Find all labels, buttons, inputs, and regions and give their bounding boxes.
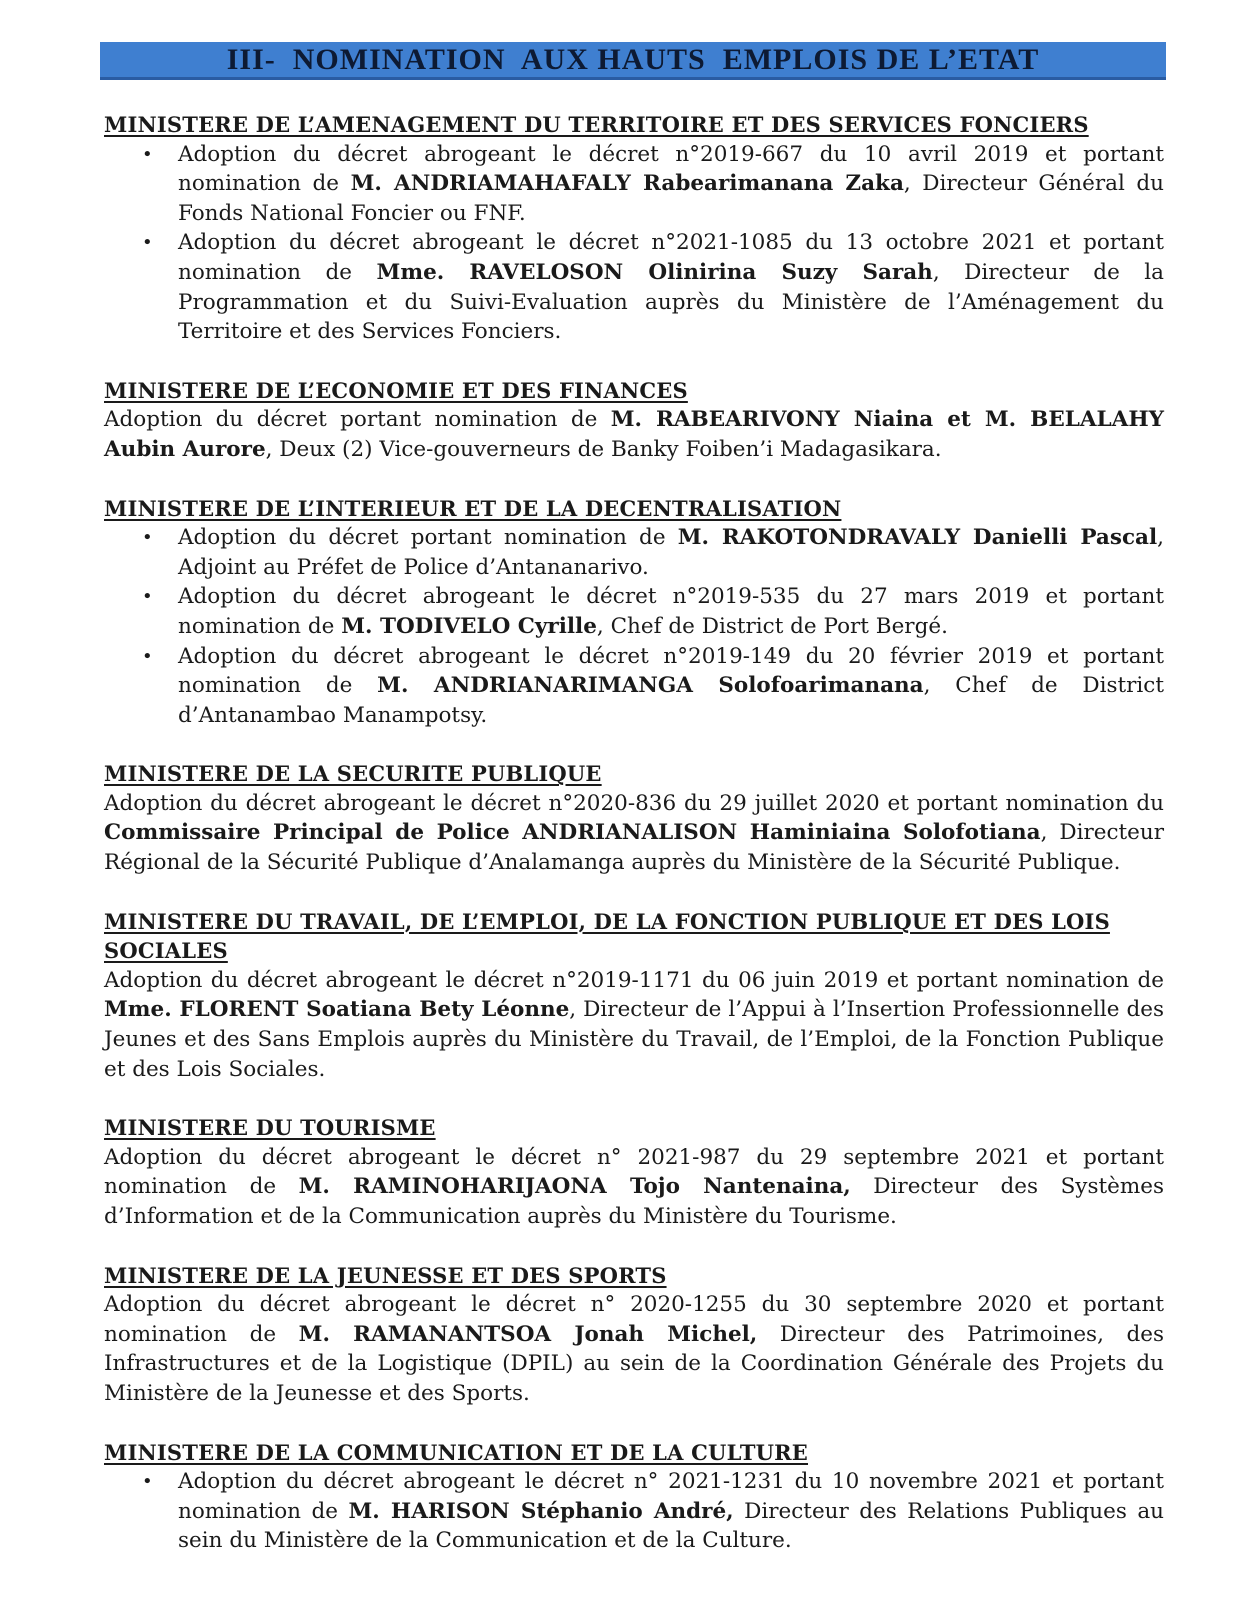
ministry-section — [104, 907, 1164, 1085]
appointee-name: M. RAMANANTSOA Jonah Michel, — [298, 1321, 758, 1347]
appointee-name: M. ANDRIAMAHAFALY Rabearimanana Zaka — [350, 171, 904, 197]
document-body — [104, 110, 1164, 1585]
decree-text: Adoption du décret abrogeant le décret n°2021-1085 du 13 octobre 2021 et portant nomination de — [178, 230, 1164, 285]
decree-role: Directeur des Patrimoines, des Infrastructures et de la Logistique (DPIL) au sein de la Coordination Générale des Projets du Ministère de la Jeunesse et des Sports. — [104, 1321, 1164, 1406]
decree-text: Adoption du décret abrogeant le décret n°2019-149 du 20 février 2019 et portant nomination de — [178, 643, 1164, 699]
ministry-heading: MINISTERE DE LA SECURITE PUBLIQUE — [104, 761, 602, 787]
decree-text: Adoption du décret abrogeant le décret n°2019-535 du 27 mars 2019 et portant nomination de — [178, 584, 1164, 639]
ministry-heading: MINISTERE DE L’INTERIEUR ET DE LA DECENTRALISATION — [104, 495, 842, 521]
list-item — [104, 523, 1164, 582]
decree-role: , Chef de District de Port Bergé. — [596, 613, 948, 639]
decree-text: Adoption du décret abrogeant le décret n° 2021-987 du 29 septembre 2021 et portant nomination de — [104, 1144, 1164, 1200]
decree-role: , Directeur Régional de la Sécurité Publique d’Analamanga auprès du Ministère de la Sécurité Publique. — [104, 820, 1164, 876]
ministry-section — [104, 376, 1164, 465]
list-item — [104, 228, 1164, 346]
decree-role: Directeur des Systèmes d’Information et de la Communication auprès du Ministère du Tourisme. — [104, 1174, 1164, 1229]
list-item — [104, 140, 1164, 229]
appointee-name: M. HARISON Stéphanio André, — [348, 1498, 734, 1524]
list-item — [104, 1467, 1164, 1556]
decree-text: Adoption du décret abrogeant le décret n° 2020-1255 du 30 septembre 2020 et portant nomination de — [104, 1292, 1164, 1347]
bullet-icon: • — [142, 527, 153, 549]
ministry-section — [104, 1261, 1164, 1409]
list-item — [104, 642, 1164, 731]
bullet-icon: • — [142, 232, 153, 254]
decree-list — [104, 1467, 1164, 1556]
appointee-name: M. RAMINOHARIJAONA Tojo Nantenaina, — [298, 1174, 851, 1200]
ministry-heading: MINISTERE DE LA COMMUNICATION ET DE LA CULTURE — [104, 1439, 809, 1465]
decree-role: , Directeur de l’Appui à l’Insertion Professionnelle des Jeunes et des Sans Emplois auprès du Ministère du Travail, de l’Emploi, de la Fonction Publique et des Lois Sociales. — [104, 997, 1164, 1082]
ministry-heading: MINISTERE DE LA JEUNESSE ET DES SPORTS — [104, 1262, 667, 1288]
ministry-heading: MINISTERE DU TOURISME — [104, 1115, 436, 1141]
decree-list — [104, 523, 1164, 730]
ministry-section — [104, 110, 1164, 347]
ministry-section — [104, 759, 1164, 877]
section-banner — [100, 42, 1166, 80]
decree-list — [104, 140, 1164, 347]
decree-paragraph — [104, 405, 1164, 464]
decree-text: Adoption du décret abrogeant le décret n° 2021-1231 du 10 novembre 2021 et portant nomination de — [178, 1469, 1164, 1524]
decree-role: , Chef de District d’Antanambao Manampotsy. — [178, 673, 1164, 728]
decree-role: , Adjoint au Préfet de Police d’Antananarivo. — [178, 525, 1164, 580]
appointee-name: Commissaire Principal de Police ANDRIANALISON Haminiaina Solofotiana — [104, 820, 1041, 846]
decree-text: Adoption du décret abrogeant le décret n°2019-667 du 10 avril 2019 et portant nomination de — [178, 141, 1164, 197]
ministry-heading: MINISTERE DE L’ECONOMIE ET DES FINANCES — [104, 377, 688, 403]
ministry-heading: MINISTERE DU TRAVAIL, DE L’EMPLOI, DE LA FONCTION PUBLIQUE ET DES LOIS SOCIALES — [104, 908, 1110, 964]
decree-text: Adoption du décret portant nomination de — [104, 407, 611, 433]
bullet-icon: • — [142, 645, 153, 667]
decree-text: Adoption du décret portant nomination de — [178, 525, 678, 551]
appointee-name: M. RAKOTONDRAVALY Danielli Pascal — [677, 525, 1158, 551]
ministry-section — [104, 494, 1164, 731]
decree-role: , Deux (2) Vice-gouverneurs de Banky Foiben’i Madagasikara. — [265, 436, 942, 462]
appointee-name: Mme. FLORENT Soatiana Bety Léonne — [104, 997, 570, 1023]
decree-paragraph — [104, 1290, 1164, 1408]
ministry-section — [104, 1113, 1164, 1231]
appointee-name: M. RABEARIVONY Niaina et M. BELALAHY Aubin Aurore — [104, 407, 1164, 462]
decree-paragraph — [104, 966, 1164, 1084]
bullet-icon: • — [142, 1471, 153, 1493]
decree-text: Adoption du décret abrogeant le décret n°2020-836 du 29 juillet 2020 et portant nomination du — [104, 790, 1164, 816]
ministry-heading: MINISTERE DE L’AMENAGEMENT DU TERRITOIRE ET DES SERVICES FONCIERS — [104, 112, 1089, 137]
decree-text: Adoption du décret abrogeant le décret n°2019-1171 du 06 juin 2019 et portant nomination de — [104, 967, 1164, 993]
list-item — [104, 582, 1164, 641]
decree-role: Directeur des Relations Publiques au sein du Ministère de la Communication et de la Culture. — [178, 1498, 1165, 1554]
appointee-name: M. ANDRIANARIMANGA Solofoarimanana — [377, 673, 924, 699]
decree-paragraph — [104, 1143, 1164, 1232]
appointee-name: M. TODIVELO Cyrille — [341, 613, 597, 639]
section-title: III- NOMINATION AUX HAUTS EMPLOIS DE L’ETAT — [226, 42, 1040, 76]
decree-role: , Directeur Général du Fonds National Foncier ou FNF. — [178, 171, 1164, 226]
ministry-section — [104, 1438, 1164, 1556]
decree-paragraph — [104, 789, 1164, 878]
bullet-icon: • — [142, 586, 153, 608]
appointee-name: Mme. RAVELOSON Olinirina Suzy Sarah — [376, 259, 933, 285]
decree-role: , Directeur de la Programmation et du Suivi-Evaluation auprès du Ministère de l’Aménagement du Territoire et des Services Fonciers. — [178, 259, 1164, 345]
bullet-icon: • — [142, 143, 153, 165]
